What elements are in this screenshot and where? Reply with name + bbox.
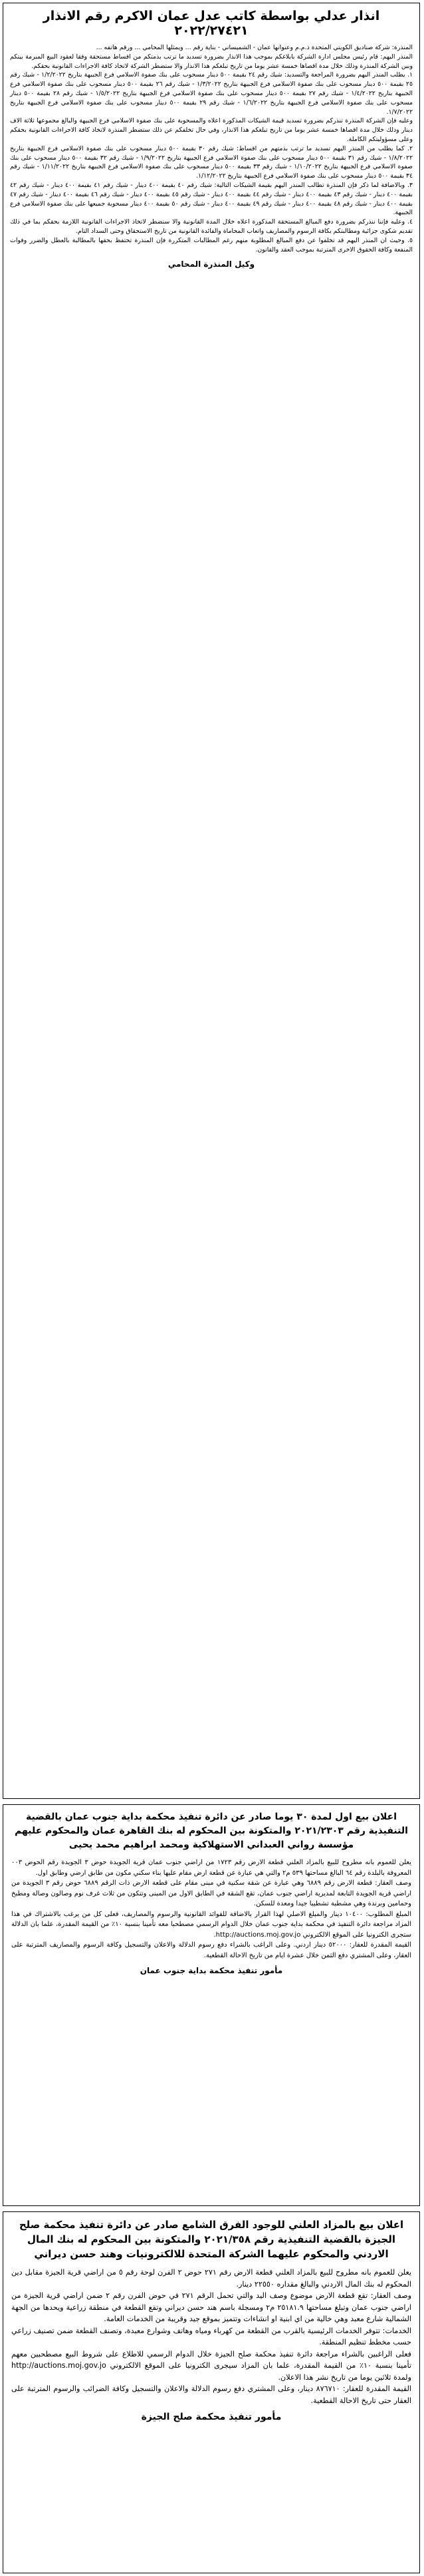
notice-paragraph: ٥. وحيث ان المنذر اليهم قد تخلفوا عن دفع المبالغ المطلوبة منهم رغم المطالبات المتكررة فإن المنذرة تحتفظ بحقها بالمطالبة بالعطل والضرر وفوات المنفعة وكافة الحقوق الاخرى المترتبة بموجب العقد والقانون. bbox=[10, 236, 413, 253]
notice-signature: مأمور تنفيذ محكمة بداية جنوب عمان bbox=[140, 1966, 283, 1975]
notice-paragraph: ٢. كما يطلب من المنذر اليهم تسديد ما ترتب بذمتهم من اقساط: شيك رقم ٣٠ بقيمة ٥٠٠ دينار مسحوب على بنك صفوة الاسلامي فرع الجبيهة بتاريخ ١/٨/٢٠٢٢ - شيك رقم ٣١ بقيمة ٥٠٠ دينار مسحوب على بنك صفوة الاسلامي فرع الجبيهة بتاريخ ١/٩/٢٠٢٢ - شيك رقم ٣٢ بقيمة ٥٠٠ دينار مسحوب على بنك صفوة الاسلامي فرع الجبيهة بتاريخ ١/١٠/٢٠٢٢ - شيك رقم ٣٣ بقيمة ٥٠٠ دينار مسحوب على بنك صفوة الاسلامي فرع الجبيهة بتاريخ ١/١١/٢٠٢٢ - شيك رقم ٣٤ بقيمة ٥٠٠ دينار مسحوب على بنك صفوة الاسلامي فرع الجبيهة بتاريخ ١/١٢/٢٠٢٢. bbox=[10, 144, 413, 180]
notice-title: اعلان بيع بالمزاد العلني للوجود الفرق الشامع صادر عن دائرة تنفيذ محكمة صلح الجيزة بالقضية التنفيذية رقم ٢٠٢١/٣٥٨ والمتكونة بين المحكوم له بنك المال الاردني والمحكوم عليهما الشركة المتحدة للالكترونيات وهند حسن ديراني bbox=[19, 2219, 404, 2260]
notice-paragraph: وصف العقار: تقع قطعة الارض موضوع وصف اليد والتي تحمل الرقم ٢٧١ في حوض الفرن رقم ٢ ضمن اراضي قرية الجيزة من اراضي جنوب عمان وتبلغ مساحتها ٢٥١٨١.٩ م٢ ومسجلة باسم هند حسن ديراني وتقع القطعة في منطقة زراعية ويحدها من الجهة الشمالية شارع معبد وهي خالية من اي ابنية او انشاءات وتتميز بموقع جيد وقريبة من الخدمات العامة. bbox=[11, 2291, 412, 2323]
notice-paragraph: ٤. وعليه فإننا ننذركم بضرورة دفع المبالغ المستحقة المذكورة اعلاه خلال المدة القانونية والا سنضطر لاتخاذ الاجراءات القانونية اللازمة بحقكم بما في ذلك تقديم شكوى جزائية ومطالبتكم بكافة الرسوم والمصاريف واتعاب المحاماة والفائدة القانونية من تاريخ الاستحقاق وحتى السداد التام. bbox=[10, 218, 413, 235]
auction-notice-jiza bbox=[3, 2211, 420, 2573]
notice-paragraph: وعليه فإن الشركة المنذرة تنذركم بضرورة تسديد قيمة الشيكات المذكورة اعلاه والمسحوبة على بنك صفوة الاسلامي فرع الجبيهة والبالغ مجموعها ثلاثة الاف دينار وذلك خلال مدة اقصاها خمسة عشر يوما من تاريخ تبلغكم هذا الانذار، وفي حال تخلفكم عن ذلك ستضطر المنذرة لاتخاذ كافة الاجراءات القانونية بحقكم وعلى مسؤوليتكم الكاملة. bbox=[10, 117, 413, 143]
notice-paragraph: الخدمات: تتوفر الخدمات الرئيسية بالقرب من القطعة من كهرباء ومياه وهاتف وشوارع معبدة، وتصنف القطعة ضمن تصنيف زراعي حسب مخطط تنظيم المنطقة. bbox=[11, 2326, 411, 2346]
notice-paragraph: المنذرة: شركة صناديق الكويتي المتحدة ذ.م.م وعنوانها عمان - الشميساني - بناية رقم ... ويمثلها المحامي ... ورقم هاتفه ... bbox=[96, 44, 413, 51]
notice-paragraph: المبلغ المطلوب: ١٠٤٠٠ دينار والمبلغ الاصلي لهذا القرار بالاضافة للفوائد القانونية والرسوم والمصاريف، فعلى كل من يرغب بالاشتراك في هذا المزاد مراجعة دائرة التنفيذ في محكمة بداية جنوب عمان خلال الدوام الرسمي مصطحبا معه تأمينا بنسبة ١٠٪ من القيمة المقدرة، علما بان الدلالة ستجرى الكترونيا على الموقع الالكتروني http://auctions.moj.gov.jo. bbox=[11, 1910, 411, 1939]
notice-title: اعلان بيع اول لمدة ٣٠ يوما صادر عن دائرة تنفيذ محكمة بداية جنوب عمان بالقضية التنفيذية رقم ٢٠٢١/٢٣٠٣ والمتكونة بين المحكوم له بنك القاهرة عمان والمحكوم عليهم مؤسسة رواني العبداني الاستهلاكية ومحمد ابراهيم محمد يحيى bbox=[15, 1812, 408, 1850]
legal-notice-warning bbox=[3, 3, 420, 1799]
notice-paragraph: ١. يطلب المنذر اليهم بضرورة المراجعة والتسديد: شيك رقم ٢٤ بقيمة ٥٠٠ دينار مسحوب على بنك صفوة الاسلامي فرع الجبيهة بتاريخ ١/٢/٢٠٢٢ - شيك رقم ٢٥ بقيمة ٥٠٠ دينار مسحوب على بنك صفوة الاسلامي فرع الجبيهة بتاريخ ١/٣/٢٠٢٢ - شيك رقم ٢٦ بقيمة ٥٠٠ دينار مسحوب على بنك صفوة الاسلامي فرع الجبيهة بتاريخ ١/٤/٢٠٢٢ - شيك رقم ٢٧ بقيمة ٥٠٠ دينار مسحوب على بنك صفوة الاسلامي فرع الجبيهة بتاريخ ١/٥/٢٠٢٢ - شيك رقم ٢٨ بقيمة ٥٠٠ دينار مسحوب على بنك صفوة الاسلامي فرع الجبيهة بتاريخ ١/٦/٢٠٢٢ - شيك رقم ٢٩ بقيمة ٥٠٠ دينار مسحوب على بنك صفوة الاسلامي فرع الجبيهة بتاريخ ١/٧/٢٠٢٢. bbox=[10, 71, 413, 116]
notice-title: انذار عدلي بواسطة كاتب عدل عمان الاكرم رقم الانذار ٢٠٢٢/٢٧٤٢١ bbox=[43, 9, 380, 38]
notice-signature: وكيل المنذرة المحامي bbox=[167, 259, 255, 269]
notice-paragraph: القيمة المقدرة للعقار: ٥٢٠٠٠ دينار اردني. وعلى الراغب بالشراء دفع رسوم الدلالة والاعلان والتسجيل وكافة الرسوم والمصاريف المترتبة على العقار، وعلى المشتري دفع الثمن خلال عشرة ايام من تاريخ الاحالة القطعية. bbox=[11, 1941, 411, 1959]
notice-paragraph: فعلى الراغبين بالشراء مراجعة دائرة تنفيذ محكمة صلح الجيزة خلال الدوام الرسمي للاطلاع على شروط البيع مصطحبين معهم تأمينا بنسبة ١٠٪ من القيمة المقدرة، علما بان المزاد سيجرى الكترونيا على الموقع الالكتروني http://auctions.moj.gov.jo ولمدة ثلاثين يوما من تاريخ نشر هذا الاعلان. bbox=[11, 2349, 411, 2382]
notice-paragraph: يعلن للعموم بانه مطروح للبيع بالمزاد العلني قطعة الارض رقم ١٧٢٣ من اراضي جنوب عمان قرية الجويدة حوض ٣ الجويدة رقم الحوض ٠٠٣ المعروفة بالبلدة رقم ٦٤ البالغ مساحتها ٥٣٩ م٢ والتي هي عبارة عن قطعة ارض مقام عليها بناء سكني مكون من طابق ارضي وطابق اول. bbox=[11, 1859, 411, 1877]
auction-notice-south-amman bbox=[3, 1804, 420, 2206]
notice-signature: مأمور تنفيذ محكمة صلح الجيزة bbox=[141, 2412, 282, 2422]
notice-paragraph: القيمة المقدرة للعقار: ٨٧٦٧١٠ دينار، وعلى المشتري دفع رسوم الدلالة والاعلان والتسجيل وكافة الضرائب والرسوم المترتبة على العقار حتى تاريخ الاحالة القطعية. bbox=[11, 2384, 411, 2405]
notice-paragraph: المنذر اليهم: قام رئيس مجلس ادارة الشركة بابلاغكم بموجب هذا الانذار بضرورة تسديد ما ترتب بذمتكم من اقساط مستحقة وفقا لعقود البيع المبرمة بينكم وبين الشركة المنذرة وذلك خلال مدة اقصاها خمسة عشر يوما من تاريخ تبلغكم هذا الانذار والا ستضطر الشركة لاتخاذ كافة الاجراءات القانونية بحقكم. bbox=[10, 53, 413, 70]
notice-paragraph: وصف العقار: قطعة الارض رقم ٦٨٨٩ وهي عبارة عن شقة سكنية في مبنى مقام على قطعة الارض ذات الرقم ٦٨٨٩ حوض رقم ٣ الجويدة من اراضي قرية الجويدة التابعة لمديرية اراضي جنوب عمان، تقع الشقة في الطابق الاول من المبنى وتتكون من ثلاث غرف نوم وصالون وصالة ومطبخ وحمامين وبرندة وهي مشطبة تشطيبا جيدا ومعدة للسكن. bbox=[11, 1879, 411, 1907]
notice-paragraph: يعلن للعموم بانه مطروح للبيع بالمزاد العلني قطعة الارض رقم ٢٧١ حوض ٢ الفرن لوحة رقم ٥ من اراضي قرية الجيزة مقابل دين المحكوم له بنك المال الاردني والبالغ مقداره ٢٢٥٥٠ دينار. bbox=[11, 2268, 411, 2289]
notice-paragraph: ٣. وبالاضافة لما ذكر فإن المنذرة تطالب المنذر اليهم بقيمة الشيكات التالية: شيك رقم ٤٠ بقيمة ٤٠٠ دينار - شيك رقم ٤١ بقيمة ٤٠٠ دينار - شيك رقم ٤٢ بقيمة ٤٠٠ دينار - شيك رقم ٤٣ بقيمة ٤٠٠ دينار - شيك رقم ٤٤ بقيمة ٤٠٠ دينار - شيك رقم ٤٥ بقيمة ٤٠٠ دينار - شيك رقم ٤٦ بقيمة ٤٠٠ دينار - شيك رقم ٤٧ بقيمة ٤٠٠ دينار - شيك رقم ٤٨ بقيمة ٤٠٠ دينار - شيك رقم ٤٩ بقيمة ٤٠٠ دينار - شيك رقم ٥٠ بقيمة ٤٠٠ دينار مسحوبة جميعها على بنك صفوة الاسلامي فرع الجبيهة. bbox=[10, 181, 413, 217]
